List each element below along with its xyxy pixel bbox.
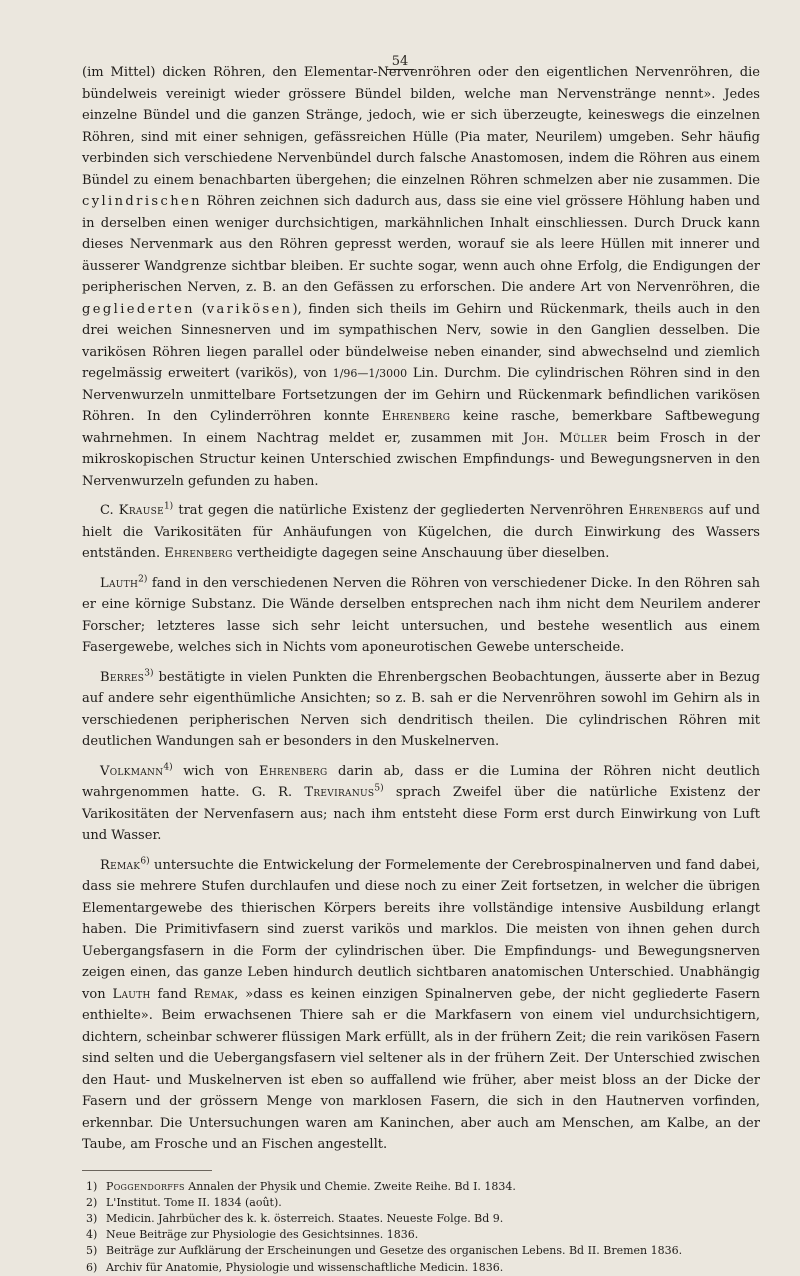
author-name: Remak [100, 857, 141, 873]
text-run: auf und hielt die Varikositäten für Anhäufungen von Kügelchen, die durch Einwirkung des Wassers entständen. [82, 503, 760, 561]
author-name: Joh. Müller [523, 430, 608, 446]
paragraph [82, 573, 760, 659]
text-run: ), finden sich theils im Gehirn und Rückenmark, theils auch in den drei weichen Sinnesnerven und im sympathischen Nerv, sowie in den Ganglien desselben. Die varikösen Röhren liegen parallel oder bündelweise neben einander, sind abwechselnd und ziemlich regelmässig erweitert (varikös), von [82, 301, 760, 381]
paragraph-gap [82, 565, 760, 573]
footnote-mark: 1) [86, 1179, 98, 1193]
author-name: Volkmann [100, 763, 164, 779]
footnote-ref: 3) [144, 668, 154, 679]
author-name: Ehrenberg [164, 546, 233, 561]
footnote-text: Beiträge zur Aufklärung der Erscheinungen und Gesetze des organischen Lebens. Bd II. Bremen 1836. [106, 1244, 683, 1258]
text-run: trat gegen die natürliche Existenz der gegliederten Nervenröhren [173, 503, 629, 518]
text-run: wich von [172, 763, 260, 779]
footnote-mark: 3) [86, 1211, 98, 1225]
footnote-text: Annalen der Physik und Chemie. Zweite Reihe. Bd I. 1834. [184, 1179, 516, 1193]
footnote [86, 1227, 760, 1243]
footnote-text: Archiv für Anatomie, Physiologie und wissenschaftliche Medicin. 1836. [106, 1260, 504, 1274]
page-number-text: 54 [386, 54, 415, 70]
footnote-ref: 1) [163, 501, 174, 512]
footnote-author: Poggendorffs [106, 1179, 185, 1193]
text-run: sprach Zweifel über die natürliche Existenz der Varikositäten der Nervenfasern aus; nach ihm entsteht diese Form erst durch Einwirkung von Luft und Wasser. [82, 785, 760, 843]
footnote-ref: 5) [374, 783, 384, 794]
author-name: Ehrenberg [259, 763, 328, 779]
author-name: Lauth [112, 986, 151, 1002]
footnote-text: Neue Beiträge zur Physiologie des Gesichtsinnes. 1836. [106, 1228, 419, 1242]
paragraph [82, 667, 760, 753]
author-name: Treviranus [304, 785, 375, 800]
author-name: Remak [193, 986, 235, 1002]
text-run: bestätigte in vielen Punkten die Ehrenbergschen Beobachtungen, äusserte aber in Bezug auf andere sehr eigenthümliche Ansichten; so z. B. sah er die Nervenröhren sowohl im Gehirn als in verschiedenen peripherischen Nerven sich dendritisch theilen. Die cylindrischen Röhren mit deutlichen Wandungen sah er besonders in den Muskelnerven. [82, 669, 760, 749]
paragraph [82, 500, 760, 565]
footnote-text: L'Institut. Tome II. 1834 (août). [106, 1195, 282, 1209]
text-run: darin ab, dass er die Lumina der Röhren nicht deutlich wahrgenommen hatte. G. R. [82, 763, 761, 800]
author-name: Ehrenbergs [628, 503, 704, 518]
author-name: Krause [118, 503, 164, 518]
text-run: vertheidigte dagegen seine Anschauung über dieselben. [232, 546, 610, 561]
paragraph-gap [82, 659, 760, 667]
footnote [86, 1243, 760, 1259]
author-name: Berres [100, 669, 145, 685]
paragraph-gap [82, 492, 760, 500]
footnote-mark: 2) [86, 1195, 98, 1209]
footnote [86, 1195, 760, 1211]
footnote-mark: 5) [86, 1244, 98, 1258]
text-run: fand [150, 986, 194, 1002]
text-run: ( [194, 301, 207, 317]
text-run: keine rasche, bemerkbare Saftbewegung wahrnehmen. In einem Nachtrag meldet er, zusammen mit [82, 409, 760, 446]
footnote-mark: 4) [86, 1228, 98, 1242]
paragraph-gap [82, 753, 760, 761]
page-number [0, 54, 800, 69]
author-name: Lauth [100, 575, 139, 591]
text-run: fand in den verschiedenen Nerven die Röhren von verschiedener Dicke. In den Röhren sah er eine körnige Substanz. Die Wände derselben entsprechen nach ihm nicht dem Neurilem anderer Forscher; letzteres lasse sich sehr leicht untersuchen, und bestehe wesentlich aus einem Fasergewebe, welches sich in Nichts vom aponeurotischen Gewebe unterscheide. [82, 575, 760, 655]
footnote [86, 1211, 760, 1227]
paragraph-gap [82, 847, 760, 855]
footnote-ref: 6) [140, 856, 150, 867]
text-run: , »dass es keinen einzigen Spinalnerven gebe, der nicht gegliederte Fasern enthielte». Beim erwachsenen Thiere sah er die Markfasern von einem viel undurchsichtigern, dichtern, scheinbar schwerer flüssigen Mark erfüllt, als in der frühern Zeit; die rein varikösen Fasern sind selten und die Uebergangsfasern viel seltener als in der frühern Zeit. Der Unterschied zwischen den Haut- und Muskelnerven ist eben so auffallend wie früher, aber meist bloss an der Dicke der Fasern und der grössern Menge von marklosen Fasern, die sich in den Hautnerven vorfinden, erkennbar. Die Untersuchungen waren am Kaninchen, aber auch am Menschen, am Kalbe, an der Taube, am Frosche und an Fischen angestellt. [82, 986, 760, 1152]
paragraph [82, 761, 760, 847]
fraction-value: 1/96—1/3000 [332, 367, 408, 380]
footnote-rule [82, 1170, 212, 1171]
text-run: Lin. Durchm. Die cylindrischen Röhren sind in den Nervenwurzeln unmittelbare Fortsetzungen der im Gehirn und Rückenmark befindlichen varikösen Röhren. In den Cylinderröhren konnte [82, 366, 760, 424]
text-run: C. [100, 503, 119, 518]
body-text [82, 62, 760, 1156]
text-run: (im Mittel) dicken Röhren, den Elementar-Nervenröhren oder den eigentlichen Nervenröhren, die bündelweis vereinigt wieder grössere Bündel bilden, welche man Nervenstränge nennt». Jedes einzelne Bündel und die ganzen Stränge, jedoch, wie er sich überzeugte, keineswegs die einzelnen Röhren, sind mit einer sehnigen, gefässreichen Hülle (Pia mater, Neurilem) umgeben. Sehr häufig verbinden sich verschiedene Nervenbündel durch falsche Anastomosen, indem die Röhren aus einem Bündel zu einem benachbarten übergehen; die einzelnen Röhren schmelzen aber nie zusammen. Die [82, 65, 760, 188]
text-run: beim Frosch in der mikroskopischen Structur keinen Unterschied zwischen Empfindungs- und Bewegungsnerven in den Nervenwurzeln gefunden zu haben. [82, 430, 760, 489]
paragraph [82, 62, 760, 492]
text-run: Röhren zeichnen sich dadurch aus, dass sie eine viel grössere Höhlung haben und in derselben einen weniger durchsichtigen, markähnlichen Inhalt einschliessen. Durch Druck kann dieses Nervenmark aus den Röhren gepresst werden, worauf sie als leere Hüllen mit innerer und äusserer Wandgrenze sichtbar bleiben. Er suchte sogar, wenn auch ohne Erfolg, die Endigungen der peripherischen Nerven, z. B. an den Gefässen zu erforschen. Die andere Art von Nervenröhren, die [82, 194, 760, 295]
footnote-ref: 4) [163, 762, 173, 773]
footnote-mark: 6) [86, 1260, 98, 1274]
footnotes [86, 1179, 760, 1276]
emphasized-term: varikösen [206, 301, 293, 317]
footnote [86, 1260, 760, 1276]
text-run: untersuchte die Entwickelung der Formelemente der Cerebrospinalnerven und fand dabei, dass sie mehrere Stufen durchlaufen und diese noch zu einer Zeit fortsetzen, in welcher die übrigen Elementargewebe des thierischen Körpers bereits ihre vollständige intensive Ausbildung erlangt haben. Die Primitivfasern sind zuerst varikös und marklos. Die meisten von ihnen gehen durch Uebergangsfasern in die Form der cylindrischen über. Die Empfindungs- und Bewegungsnerven zeigen einen, das ganze Leben hindurch deutlich sichtbaren anatomischen Unterschied. Unabhängig von [82, 857, 760, 1002]
footnote-ref: 2) [138, 574, 148, 585]
paragraph [82, 855, 760, 1156]
footnote [86, 1179, 760, 1195]
author-name: Ehrenberg [381, 409, 451, 424]
footnote-text: Medicin. Jahrbücher des k. k. österreich. Staates. Neueste Folge. Bd 9. [106, 1211, 504, 1225]
emphasized-term: cylindrischen [82, 194, 202, 209]
emphasized-term: gegliederten [82, 301, 195, 317]
